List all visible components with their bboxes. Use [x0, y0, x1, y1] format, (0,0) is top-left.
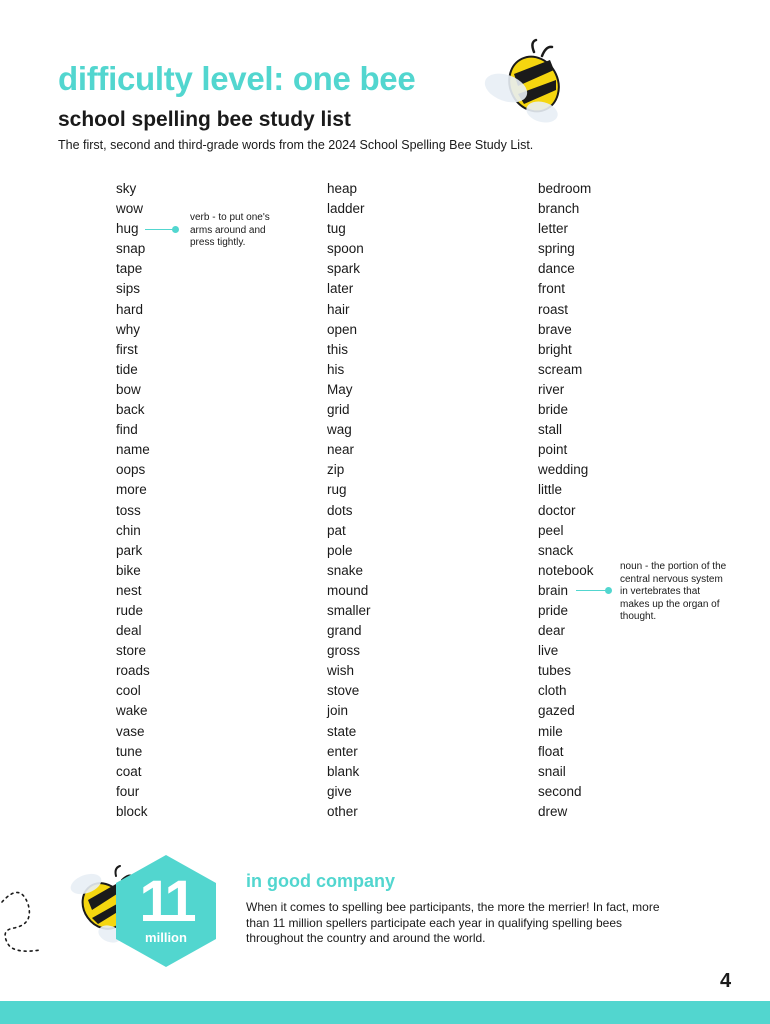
definition-brain: noun - the portion of the central nervous system in vertebrates that makes up the organ of thought. [620, 561, 727, 622]
word: why [116, 321, 141, 337]
word: block [116, 803, 148, 819]
bee-icon [478, 38, 564, 124]
word: toss [116, 502, 141, 518]
definition-connector-brain [576, 590, 608, 591]
word: pat [327, 522, 346, 538]
intro-text: The first, second and third-grade words from the 2024 School Spelling Bee Study List. [58, 138, 534, 152]
word: bride [538, 402, 569, 418]
word: wedding [538, 462, 589, 478]
word: peel [538, 522, 564, 538]
word: hair [327, 301, 350, 317]
stat-number: 11 [139, 869, 193, 934]
word-column-3 [538, 179, 698, 822]
word: pole [327, 542, 353, 558]
word: dear [538, 623, 566, 639]
word: blank [327, 763, 360, 779]
word: coat [116, 763, 142, 779]
word: brain [538, 582, 569, 598]
word: tape [116, 261, 143, 277]
word: letter [538, 221, 569, 237]
word: open [327, 321, 358, 337]
word: four [116, 783, 140, 799]
page-subtitle: school spelling bee study list [58, 108, 351, 131]
word: state [327, 723, 357, 739]
word: enter [327, 743, 358, 759]
word: gazed [538, 703, 575, 719]
word: zip [327, 462, 345, 478]
word: little [538, 482, 563, 498]
word: float [538, 743, 564, 759]
word: tune [116, 743, 143, 759]
footer-bar [0, 1001, 770, 1024]
word: sky [116, 181, 137, 196]
word: bow [116, 381, 141, 397]
word: grid [327, 402, 350, 418]
word: roads [116, 663, 150, 679]
connector-dot [605, 587, 612, 594]
word: heap [327, 181, 358, 196]
word: rug [327, 482, 347, 498]
word: chin [116, 522, 141, 538]
word: join [327, 703, 349, 719]
word: pride [538, 602, 569, 618]
word: wake [116, 703, 148, 719]
word: ladder [327, 201, 365, 217]
word: spoon [327, 241, 364, 257]
word: snail [538, 763, 566, 779]
connector-dot [172, 226, 179, 233]
word: notebook [538, 562, 594, 578]
word: spark [327, 261, 361, 277]
word: roast [538, 301, 569, 317]
word-column-1 [116, 179, 276, 822]
word: name [116, 442, 150, 458]
word: branch [538, 201, 580, 217]
word: hug [116, 221, 139, 237]
word: tubes [538, 663, 572, 679]
word: drew [538, 803, 568, 819]
word: mile [538, 723, 563, 739]
word: cloth [538, 683, 567, 699]
word: nest [116, 582, 142, 598]
word: more [116, 482, 147, 498]
word: back [116, 402, 145, 418]
definition-connector-hug [145, 229, 175, 230]
word: give [327, 783, 352, 799]
word: point [538, 442, 568, 458]
word: second [538, 783, 582, 799]
word: doctor [538, 502, 576, 518]
word: grand [327, 623, 362, 639]
word: hard [116, 301, 144, 317]
word: other [327, 803, 358, 819]
word: tide [116, 361, 138, 377]
word: store [116, 643, 147, 659]
word: cool [116, 683, 141, 699]
word: this [327, 341, 349, 357]
word: bedroom [538, 181, 592, 196]
word: vase [116, 723, 145, 739]
word: spring [538, 241, 575, 257]
company-heading: in good company [246, 871, 396, 891]
word: oops [116, 462, 146, 478]
word: front [538, 281, 566, 297]
word: his [327, 361, 345, 377]
word: May [327, 381, 353, 397]
word: dots [327, 502, 353, 518]
word: brave [538, 321, 572, 337]
word: deal [116, 623, 142, 639]
word: stall [538, 422, 563, 438]
word: gross [327, 643, 361, 659]
stat-unit: million [145, 930, 187, 945]
word: mound [327, 582, 369, 598]
word: tug [327, 221, 346, 237]
word: snack [538, 542, 574, 558]
word: scream [538, 361, 583, 377]
word: first [116, 341, 138, 357]
word: wish [327, 663, 355, 679]
word: snake [327, 562, 364, 578]
company-text: When it comes to spelling bee participants, the more the merrier! In fact, more than 11 million spellers participate each year in qualifying spelling bees throughout the country and around the world. [246, 900, 660, 945]
word: bright [538, 341, 572, 357]
word: park [116, 542, 143, 558]
page-number: 4 [720, 970, 732, 992]
word: dance [538, 261, 575, 277]
word: rude [116, 602, 144, 618]
page-title: difficulty level: one bee [58, 60, 416, 97]
definition-hug: verb - to put one's arms around and press tightly. [190, 212, 270, 248]
word: wow [116, 201, 144, 217]
word: river [538, 381, 565, 397]
word: wag [327, 422, 352, 438]
word: bike [116, 562, 141, 578]
word: sips [116, 281, 141, 297]
word: later [327, 281, 354, 297]
word-column-2 [327, 179, 487, 822]
word: smaller [327, 602, 371, 618]
word: snap [116, 241, 146, 257]
word: find [116, 422, 138, 438]
word: stove [327, 683, 360, 699]
word: live [538, 643, 559, 659]
word: near [327, 442, 355, 458]
